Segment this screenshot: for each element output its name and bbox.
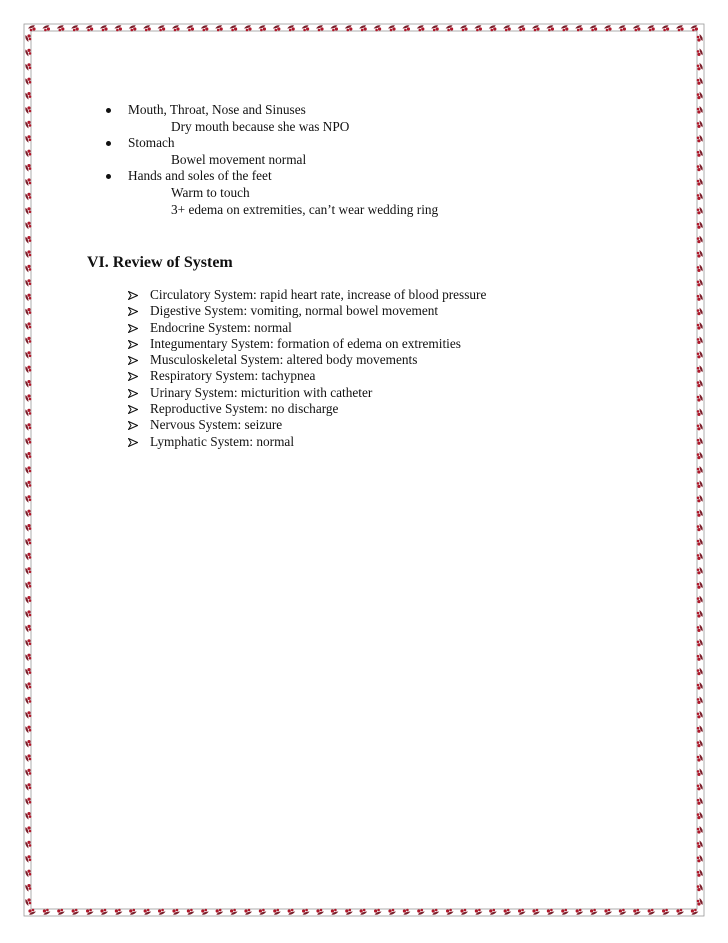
assessment-detail: 3+ edema on extremities, can’t wear wedding ring: [171, 201, 439, 217]
arrow-bullet-icon: [128, 372, 138, 381]
system-item: [126, 417, 486, 433]
arrow-bullet-icon: [128, 340, 138, 349]
arrow-bullet-icon: [128, 389, 138, 398]
system-item: [126, 434, 486, 450]
assessment-detail: Dry mouth because she was NPO: [171, 118, 350, 134]
system-item: [126, 320, 486, 336]
system-item: [126, 352, 486, 368]
arrow-bullet-icon: [128, 291, 138, 300]
arrow-bullet-icon: [128, 438, 138, 447]
arrow-bullet-icon: [128, 405, 138, 414]
section-heading: VI. Review of System: [87, 254, 233, 271]
arrow-bullet-icon: [128, 356, 138, 365]
assessment-title: Stomach: [128, 135, 175, 151]
bullet-icon: [106, 108, 111, 113]
arrow-bullet-icon: [128, 324, 138, 333]
system-item-text: Integumentary System: formation of edema on extremities: [150, 335, 461, 351]
system-item: [126, 401, 486, 417]
assessment-detail: Warm to touch: [171, 184, 250, 200]
system-item: [126, 385, 486, 401]
system-item-text: Lymphatic System: normal: [150, 433, 295, 449]
review-of-system-list: [126, 287, 486, 450]
bullet-icon: [106, 174, 111, 179]
system-item-text: Respiratory System: tachypnea: [150, 368, 316, 384]
system-item-text: Digestive System: vomiting, normal bowel movement: [150, 303, 439, 319]
assessment-item: [90, 135, 438, 168]
system-item: [126, 303, 486, 319]
system-item: [126, 287, 486, 303]
system-item-text: Reproductive System: no discharge: [150, 401, 339, 417]
assessment-detail: Bowel movement normal: [171, 151, 307, 167]
assessment-item: [90, 168, 438, 218]
bullet-icon: [106, 141, 111, 146]
assessment-item: [90, 102, 438, 135]
arrow-bullet-icon: [128, 421, 138, 430]
system-item-text: Urinary System: micturition with catheter: [150, 384, 373, 400]
system-item-text: Endocrine System: normal: [150, 319, 292, 335]
system-item: [126, 368, 486, 384]
system-item: [126, 336, 486, 352]
system-item-text: Musculoskeletal System: altered body movements: [150, 352, 418, 368]
arrow-bullet-icon: [128, 307, 138, 316]
system-item-text: Nervous System: seizure: [150, 417, 283, 433]
assessment-title: Hands and soles of the feet: [128, 168, 272, 184]
system-item-text: Circulatory System: rapid heart rate, increase of blood pressure: [150, 287, 487, 302]
physical-assessment-list: [90, 102, 438, 218]
assessment-title: Mouth, Throat, Nose and Sinuses: [128, 102, 306, 117]
